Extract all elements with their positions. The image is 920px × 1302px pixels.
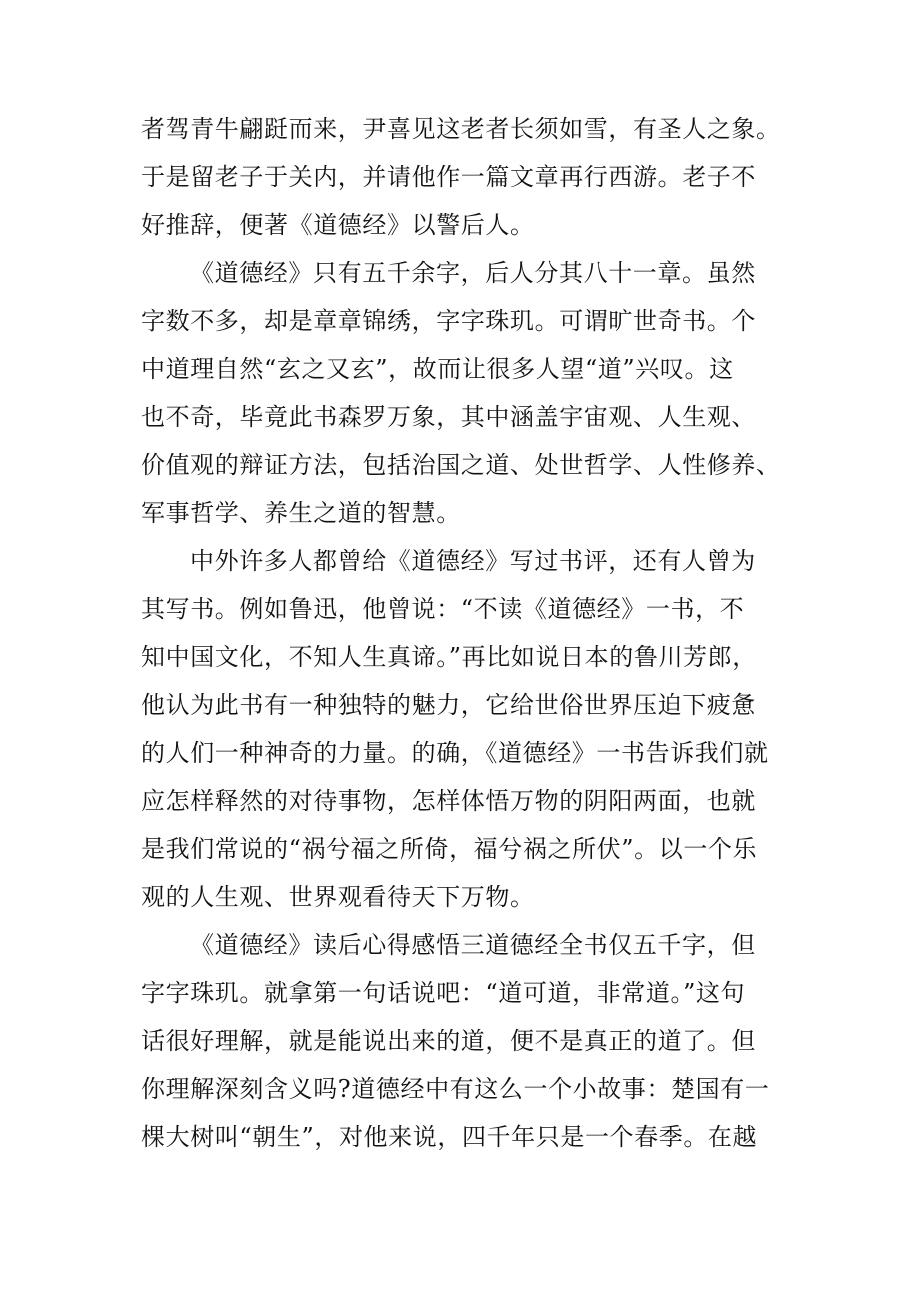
text-line: 中道理自然“玄之又玄”，故而让很多人望“道”兴叹。这 (141, 355, 734, 383)
text-line: 好推辞，便著《道德经》以警后人。 (141, 211, 535, 239)
text-line: 知中国文化，不知人生真谛。”再比如说日本的鲁川芳郎， (141, 643, 757, 671)
text-line: 观的人生观、世界观看待天下万物。 (141, 883, 535, 911)
text-line: 字数不多，却是章章锦绣，字字珠玑。可谓旷世奇书。个 (141, 307, 756, 335)
text-line: 话很好理解，就是能说出来的道，便不是真正的道了。但 (141, 1027, 756, 1055)
paragraph-1 (141, 105, 801, 249)
paragraph-2 (141, 249, 801, 537)
text-line: 军事哲学、养生之道的智慧。 (141, 499, 461, 527)
text-line: 者驾青牛翩跹而来，尹喜见这老者长须如雪，有圣人之象。 (141, 115, 781, 143)
text-line: 字字珠玑。就拿第一句话说吧：“道可道，非常道。”这句 (141, 979, 746, 1007)
text-line: 中外许多人都曾给《道德经》写过书评，还有人曾为 (190, 547, 756, 575)
text-line: 他认为此书有一种独特的魅力，它给世俗世界压迫下疲惫 (141, 691, 756, 719)
text-line: 的人们一种神奇的力量。的确，《道德经》一书告诉我们就 (141, 739, 769, 767)
document-page (141, 105, 801, 1161)
text-line: 《道德经》只有五千余字，后人分其八十一章。虽然 (190, 259, 756, 287)
text-line: 是我们常说的“祸兮福之所倚，福兮祸之所伏”。以一个乐 (141, 835, 758, 863)
text-line: 应怎样释然的对待事物，怎样体悟万物的阴阳两面，也就 (141, 787, 756, 815)
text-line: 其写书。例如鲁迅，他曾说：“不读《道德经》一书，不 (141, 595, 745, 623)
text-line: 棵大树叫“朝生”，对他来说，四千年只是一个春季。在越 (141, 1123, 758, 1151)
text-line: 价值观的辩证方法，包括治国之道、处世哲学、人性修养、 (141, 451, 781, 479)
text-line: 于是留老子于关内，并请他作一篇文章再行西游。老子不 (141, 163, 756, 191)
text-line: 你理解深刻含义吗?道德经中有这么一个小故事：楚国有一 (141, 1075, 770, 1103)
paragraph-4 (141, 921, 801, 1161)
text-line: 也不奇，毕竟此书森罗万象，其中涵盖宇宙观、人生观、 (141, 403, 756, 431)
text-line: 《道德经》读后心得感悟三道德经全书仅五千字，但 (190, 931, 756, 959)
paragraph-3 (141, 537, 801, 921)
